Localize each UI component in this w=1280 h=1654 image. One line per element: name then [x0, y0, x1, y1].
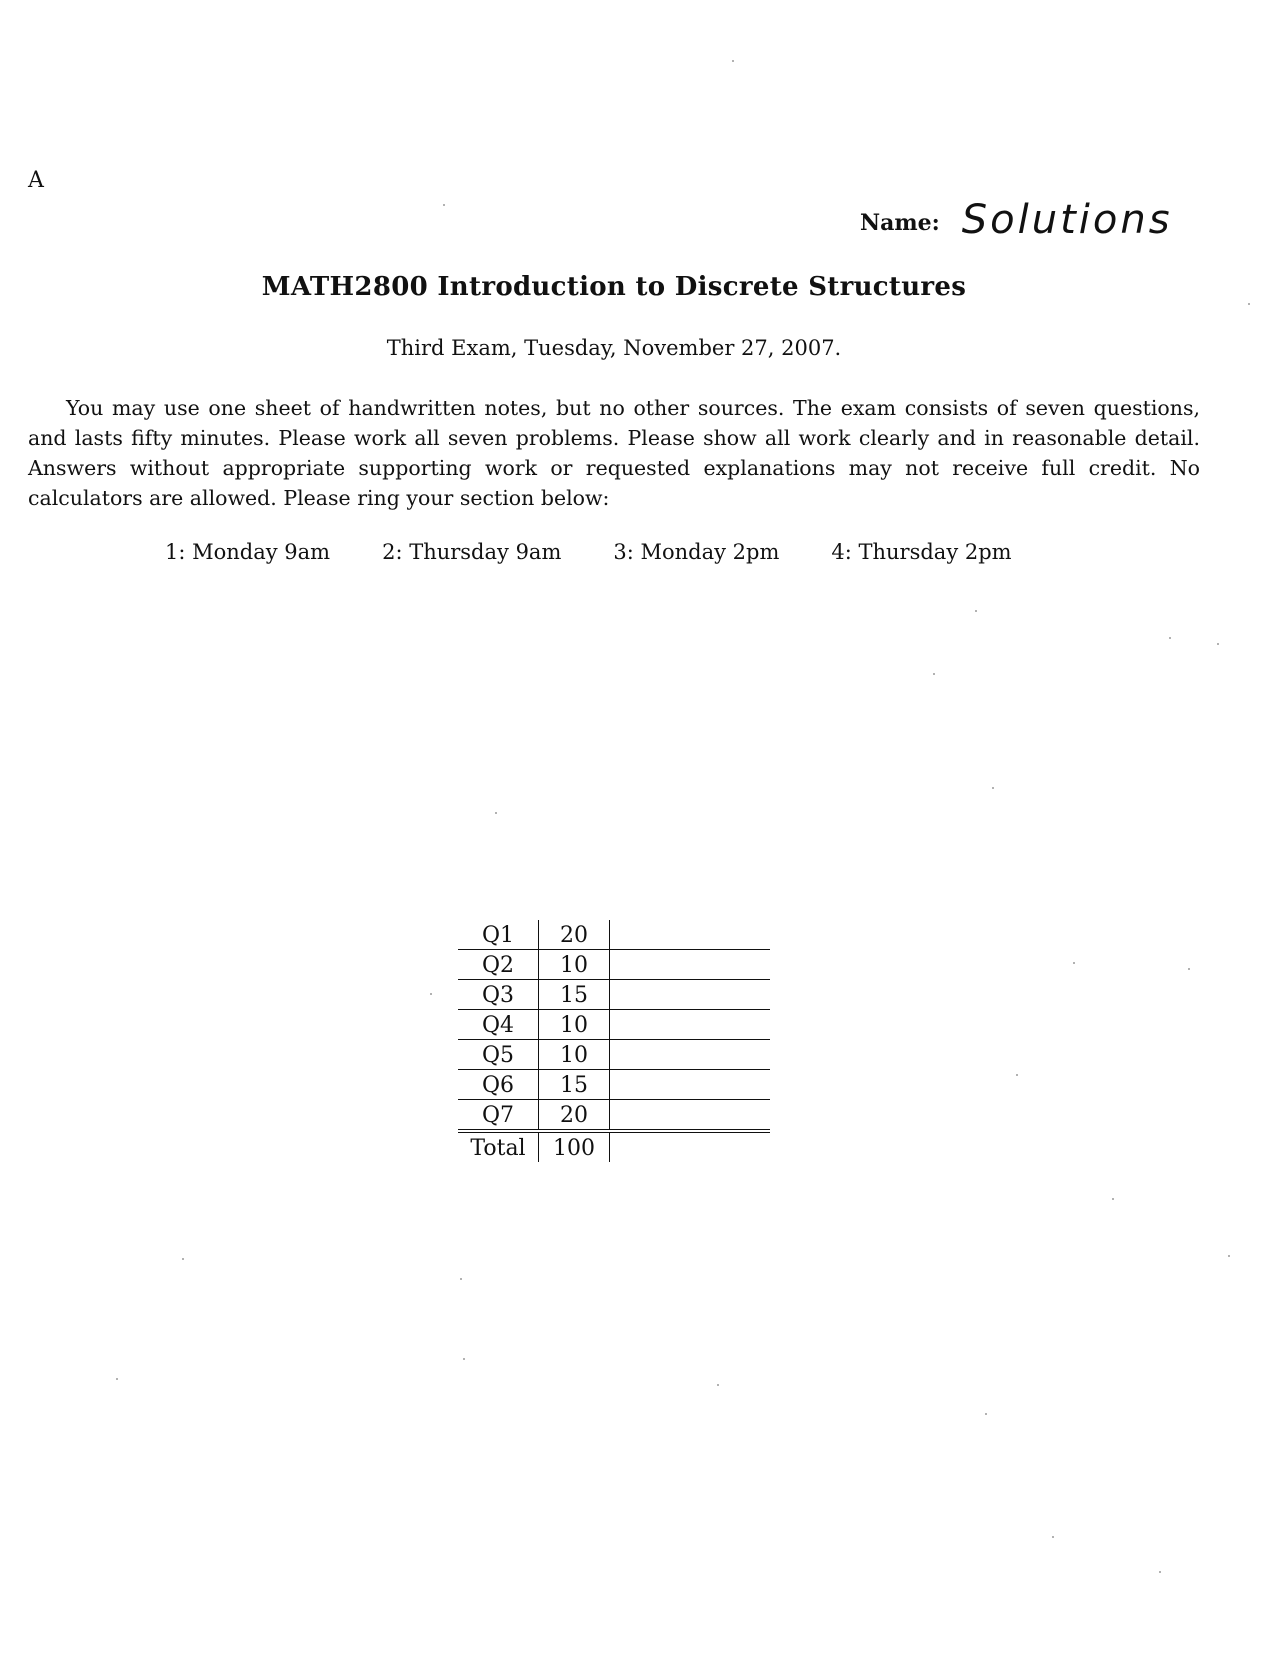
score-cell [610, 1010, 771, 1040]
score-cell [610, 1100, 771, 1132]
question-label: Q5 [458, 1040, 539, 1070]
scan-speck [933, 673, 935, 675]
question-label: Q1 [458, 920, 539, 950]
question-points: 10 [539, 1010, 610, 1040]
score-row [458, 1070, 770, 1100]
total-label: Total [458, 1131, 539, 1162]
section-option-1: 1: Monday 9am [165, 540, 331, 564]
scan-speck [717, 1384, 719, 1386]
course-title: MATH2800 Introduction to Discrete Structures [261, 272, 967, 302]
question-label: Q6 [458, 1070, 539, 1100]
scan-speck [1052, 1536, 1054, 1538]
scan-speck [1016, 1074, 1018, 1076]
scan-speck [1159, 1571, 1161, 1573]
scan-speck [1188, 968, 1190, 970]
question-points: 10 [539, 1040, 610, 1070]
scan-speck [116, 1378, 118, 1380]
scan-speck [1228, 1255, 1230, 1257]
score-row [458, 920, 770, 950]
name-line [860, 197, 1173, 243]
section-options [165, 540, 1064, 564]
scan-speck [495, 812, 497, 814]
score-cell [610, 1040, 771, 1070]
scan-speck [1248, 303, 1250, 305]
score-cell [610, 920, 771, 950]
section-option-2: 2: Thursday 9am [382, 540, 562, 564]
score-row [458, 1010, 770, 1040]
scan-speck [732, 60, 734, 62]
scan-speck [182, 1258, 184, 1260]
score-row [458, 1040, 770, 1070]
scan-speck [975, 610, 977, 612]
question-label: Q2 [458, 950, 539, 980]
question-points: 10 [539, 950, 610, 980]
scan-speck [460, 1278, 462, 1280]
question-points: 15 [539, 1070, 610, 1100]
scan-speck [1169, 637, 1171, 639]
scan-speck [1112, 1198, 1114, 1200]
scan-speck [985, 1413, 987, 1415]
score-cell [610, 1070, 771, 1100]
scan-speck [443, 204, 445, 206]
name-label: Name: [860, 210, 940, 236]
score-row [458, 1100, 770, 1132]
exam-instructions: You may use one sheet of handwritten notes, but no other sources. The exam consists of seven questions, and lasts fifty minutes. Please work all seven problems. Please show all work clearly and in reasonable detail. Answers without appropriate supporting work or requested explanations may not receive full credit. No calculators are allowed. Please ring your section below: [28, 396, 1200, 510]
question-points: 15 [539, 980, 610, 1010]
page-marker: A [28, 168, 44, 193]
question-points: 20 [539, 920, 610, 950]
score-cell [610, 980, 771, 1010]
question-label: Q4 [458, 1010, 539, 1040]
question-points: 20 [539, 1100, 610, 1132]
scan-speck [992, 787, 994, 789]
score-row [458, 950, 770, 980]
section-option-3: 3: Monday 2pm [613, 540, 780, 564]
total-points: 100 [539, 1131, 610, 1162]
total-score-cell [610, 1131, 771, 1162]
exam-subtitle: Third Exam, Tuesday, November 27, 2007. [386, 336, 842, 360]
question-label: Q3 [458, 980, 539, 1010]
name-value-handwritten: Solutions [961, 197, 1173, 243]
scan-speck [430, 993, 432, 995]
scan-speck [1217, 643, 1219, 645]
score-table [458, 920, 770, 1162]
total-row [458, 1131, 770, 1162]
score-row [458, 980, 770, 1010]
section-option-4: 4: Thursday 2pm [831, 540, 1012, 564]
scan-speck [1073, 962, 1075, 964]
scan-speck [463, 1358, 465, 1360]
question-label: Q7 [458, 1100, 539, 1132]
score-cell [610, 950, 771, 980]
